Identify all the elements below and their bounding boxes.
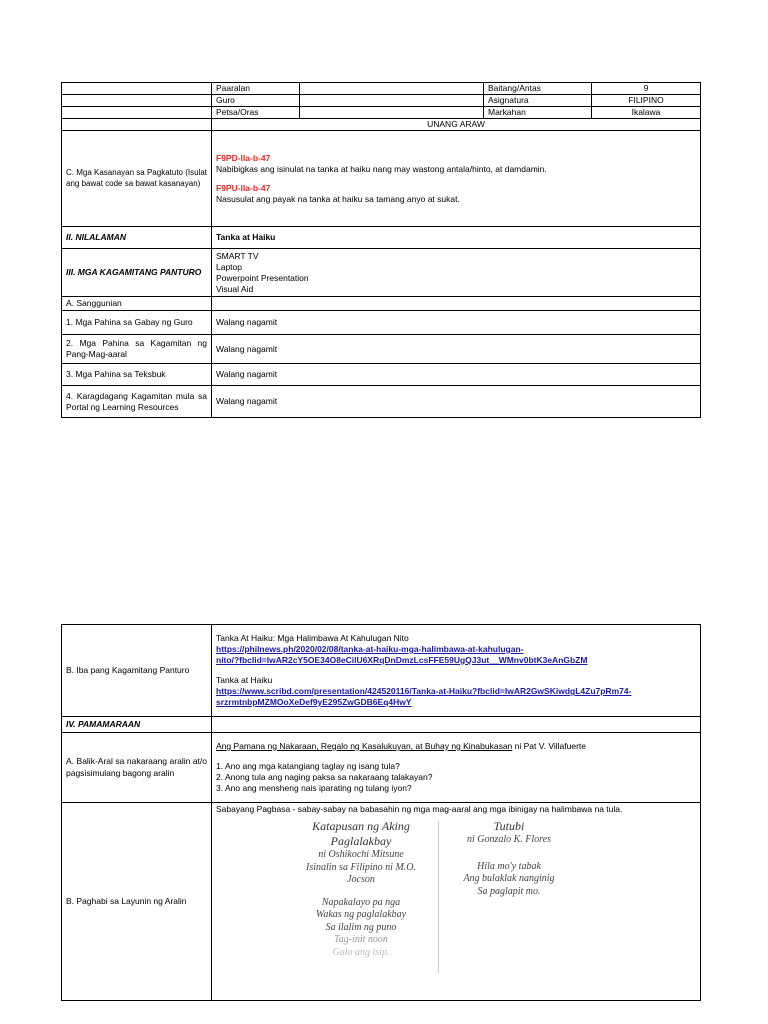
header-blank-cell [62, 95, 212, 107]
header-blank-cell [62, 107, 212, 119]
kagamitan-item: SMART TV [216, 250, 259, 261]
sanggunian-label: A. Sanggunian [62, 297, 212, 311]
ref1-title: Tanka At Haiku: Mga Halimbawa At Kahulugan Nito [216, 632, 409, 643]
ref1-link[interactable]: https://philnews.ph/2020/02/08/tanka-at-haiku-mga-halimbawa-at-kahulugan- nito/?fbclid=IwAR2cY5OE34O8eCilU6XRqDnDmzLcsFFE59UgQJ3ut__WMnv0btK3eAnGbZM [216, 643, 588, 665]
nilalaman-value: Tanka at Haiku [212, 227, 701, 249]
balik-aral-question: 3. Ano ang mensheng nais iparating ng tulang iyon? [216, 783, 412, 794]
markahan-value: Ikalawa [592, 107, 701, 119]
header-blank-cell [62, 83, 212, 95]
poem-tutubi: Tutubi ni Gonzalo K. Flores Hila mo'y tabak Ang bulaklak nanginig Sa paglapit mo. [463, 819, 555, 897]
sanggunian-value [212, 297, 701, 311]
petsa-label: Petsa/Oras [212, 107, 300, 119]
paghabi-intro: Sabayang Pagbasa - sabay-sabay na babasahin ng mga mag-aaral ang mga ibinigay na halimbawa na tula. [216, 804, 623, 814]
iba-content [212, 625, 701, 717]
poem-katapusan: Katapusan ng Aking Paglalakbay ni Oshikochi Mitsune Isinalin sa Filipino ni M.O. Jocson Napakalayo pa nga Wakas ng paglalakbay Sa ilalim ng puno Tag-init noon Gulo ang isip. [306, 819, 416, 958]
iba-label: B. Iba pang Kagamitang Panturo [62, 625, 212, 717]
balik-aral-question: 1. Ano ang mga katangiang taglay ng isang tula? [216, 760, 400, 771]
gabay-label: 1. Mga Pahina sa Gabay ng Guro [62, 311, 212, 335]
guro-label: Guro [212, 95, 300, 107]
lesson-plan-table-2 [61, 624, 701, 1001]
karagdagang-label: 4. Karagdagang Kagamitan mula sa Portal ng Learning Resources [62, 386, 212, 418]
asignatura-label: Asignatura [484, 95, 592, 107]
balik-aral-question: 2. Anong tula ang naging paksa sa nakaraang talakayan? [216, 772, 433, 782]
balik-aral-heading: Ang Pamana ng Nakaraan, Regalo ng Kasalukuyan, at Buhay ng Kinabukasan ni Pat V. Villafuerte [216, 740, 587, 751]
competency-text-2: Nasusulat ang payak na tanka at haiku sa tamang anyo at sukat. [216, 193, 460, 204]
paghabi-label: B. Paghabi sa Layunin ng Aralin [62, 803, 212, 1001]
asignatura-value: FILIPINO [592, 95, 701, 107]
balik-aral-label: A. Balik-Aral sa nakaraang aralin at/o pagsisimulang bagong aralin [62, 733, 212, 803]
teksbuk-label: 3. Mga Pahina sa Teksbuk [62, 364, 212, 386]
day-heading: UNANG ARAW [212, 119, 701, 131]
paghabi-content [212, 803, 701, 1001]
poem-image [216, 815, 696, 981]
kagamitan-item: Visual Aid [216, 283, 254, 294]
markahan-label: Markahan [484, 107, 592, 119]
kagamitan-mag-value: Walang nagamit [212, 335, 701, 364]
baitang-value: 9 [592, 83, 701, 95]
gabay-value: Walang nagamit [212, 311, 701, 335]
kagamitan-list [212, 249, 701, 297]
paaralan-label: Paaralan [212, 83, 300, 95]
poem-divider [438, 821, 439, 973]
guro-value [300, 95, 484, 107]
petsa-value [300, 107, 484, 119]
competency-code-2: F9PU-IIa-b-47 [216, 182, 271, 193]
kagamitan-label: III. MGA KAGAMITANG PANTURO [62, 249, 212, 297]
kasanayan-content [212, 131, 701, 227]
pamamaraan-value [212, 717, 701, 733]
day-blank-cell [62, 119, 212, 131]
ref2-link[interactable]: https://www.scribd.com/presentation/424520116/Tanka-at-Haiku?fbclid=IwAR2GwSKiwdgL4Zu7pRm74- srzrmtnbpMZMOoXeDef9yE295ZwGDB6Eq4HwY [216, 686, 632, 708]
competency-text-1: Nabibigkas ang isinulat na tanka at haiku nang may wastong antala/hinto, at damdamin. [216, 163, 547, 174]
pamamaraan-label: IV. PAMAMARAAN [62, 717, 212, 733]
ref2-title: Tanka at Haiku [216, 675, 273, 685]
competency-code-1: F9PD-IIa-b-47 [216, 152, 271, 163]
karagdagang-value: Walang nagamit [212, 386, 701, 418]
kagamitan-item: Powerpoint Presentation [216, 272, 309, 283]
kasanayan-label: C. Mga Kasanayan sa Pagkatuto (Isulat ang bawat code sa bawat kasanayan) [62, 131, 212, 227]
kagamitan-mag-label: 2. Mga Pahina sa Kagamitan ng Pang-Mag-aaral [62, 335, 212, 364]
lesson-plan-table-1 [61, 82, 701, 418]
teksbuk-value: Walang nagamit [212, 364, 701, 386]
nilalaman-label: II. NILALAMAN [62, 227, 212, 249]
kagamitan-item: Laptop [216, 261, 242, 272]
paaralan-value [300, 83, 484, 95]
balik-aral-content [212, 733, 701, 803]
baitang-label: Baitang/Antas [484, 83, 592, 95]
